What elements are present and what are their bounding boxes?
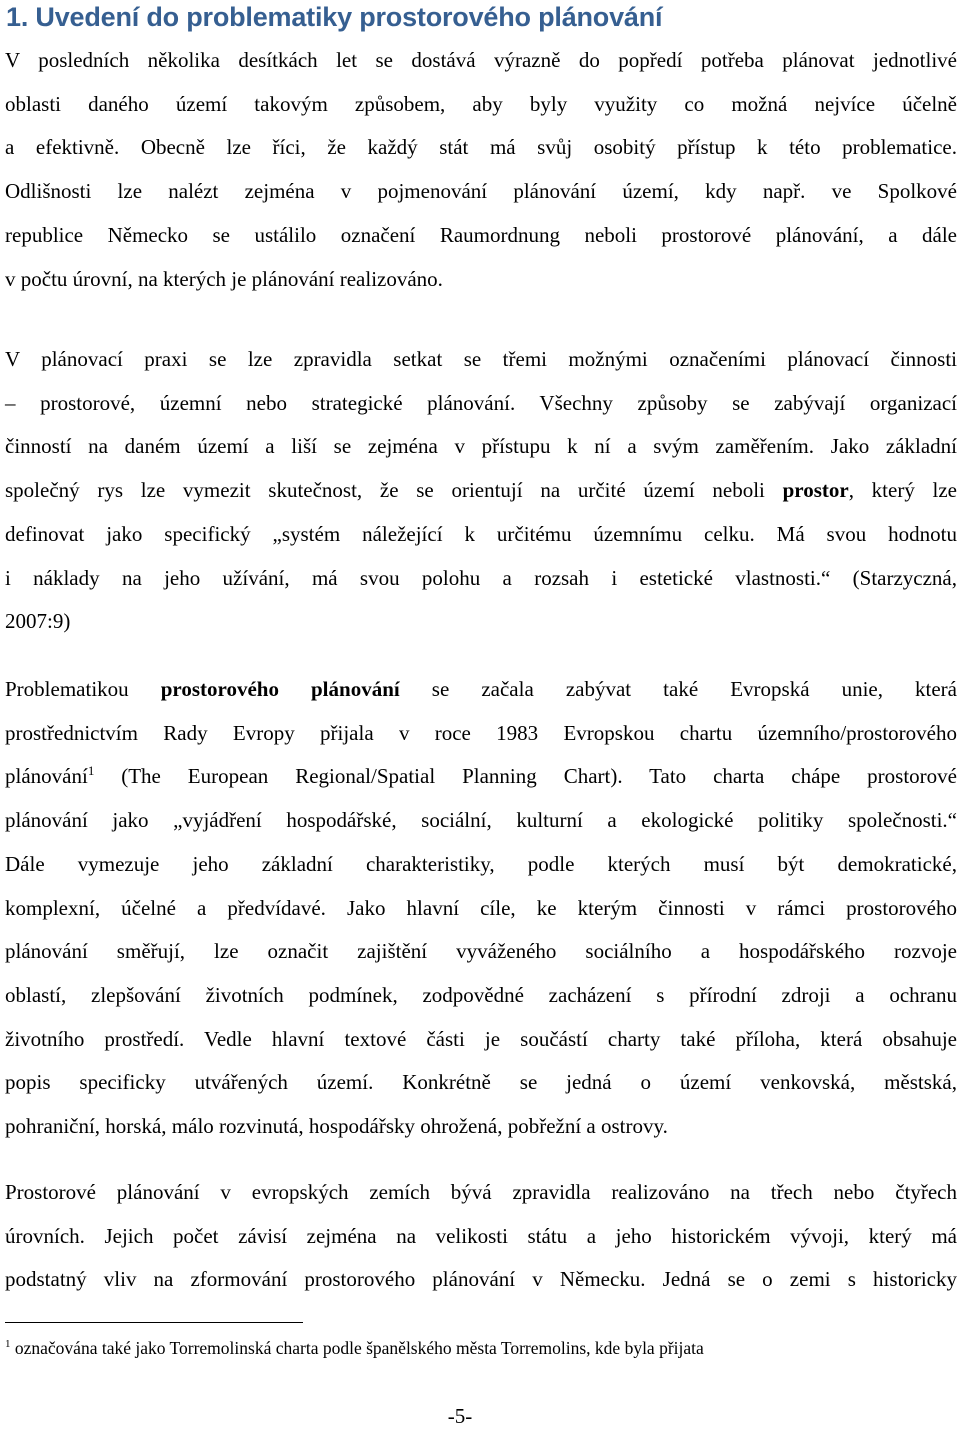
footnote-reference[interactable]: 1 [87, 763, 95, 779]
text-line: společný rys lze vymezit skutečnost, že se orientují na určité území neboli prostor, který lze [5, 478, 957, 503]
bold-term: prostorového plánování [160, 677, 400, 701]
text-line: pohraniční, horská, málo rozvinutá, hospodářsky ohrožená, pobřežní a ostrovy. [5, 1114, 668, 1139]
text-line: plánování$^1$ (The European Regional/Spatial Planning Chart). Tato charta chápe prostorové [5, 763, 957, 789]
text-line: činností na daném území a liší se zejména v přístupu k ní a svým zaměřením. Jako základní [5, 434, 957, 459]
bold-term: prostor [782, 478, 849, 503]
text-line: republice Německo se ustálilo označení Raumordnung neboli prostorové plánování, a dále [5, 222, 957, 247]
text-line: V posledních několika desítkách let se dostává výrazně do popředí potřeba plánovat jednotlivé [5, 48, 957, 72]
text-line: popis specificky utvářených území. Konkrétně se jedná o území venkovská, městská, [5, 1070, 957, 1095]
text-line: plánování jako „vyjádření hospodářské, sociální, kulturní a ekologické politiky společnosti.“ [5, 808, 957, 833]
text-line: Dále vymezuje jeho základní charakteristiky, podle kterých musí být demokratické, [5, 851, 957, 876]
text-line: 2007:9) [5, 609, 71, 634]
text-line: prostřednictvím Rady Evropy přijala v roce 1983 Evropskou chartu územního/prostorového [5, 720, 957, 745]
text-line: Prostorové plánování v evropských zemích bývá zpravidla realizováno na třech nebo čtyřech [5, 1180, 957, 1204]
text-line: Problematikou prostorového plánování se začala zabývat také Evropská unie, která [5, 677, 958, 701]
text-line: podstatný vliv na zformování prostorového plánování v Německu. Jedná se o zemi s historicky [5, 1267, 957, 1292]
footnote [5, 1334, 957, 1362]
text-line: v počtu úrovní, na kterých je plánování realizováno. [5, 266, 443, 291]
text-line: Odlišnosti lze nalézt zejména v pojmenování plánování území, kdy např. ve Spolkové [5, 179, 957, 204]
page-heading: 1. Uvedení do problematiky prostorového plánování [6, 2, 663, 32]
text-line: životního prostředí. Vedle hlavní textové části je součástí charty také příloha, která obsahuje [5, 1026, 957, 1051]
page-number: -5- [447, 1404, 473, 1428]
text-line: komplexní, účelné a předvídavé. Jako hlavní cíle, ke kterým činnosti v rámci prostorového [5, 895, 957, 920]
paragraph-levels [5, 1171, 957, 1302]
text-line: plánování směřují, lze označit zajištění vyváženého sociálního a hospodářského rozvoje [5, 939, 957, 964]
paragraph-planning-practice [5, 338, 957, 644]
text-line: a efektivně. Obecně lze říci, že každý stát má svůj osobitý přístup k této problematice. [5, 135, 957, 160]
text-line: V plánovací praxi se lze zpravidla setkat se třemi možnými označeními plánovací činnosti [5, 347, 957, 371]
text-line: oblasti daného území takovým způsobem, aby byly využity co možná nejvíce účelně [5, 91, 957, 116]
footnote-separator [5, 1322, 303, 1323]
text-line: úrovních. Jejich počet závisí zejména na velikosti státu a jeho historickém vývoji, který má [5, 1223, 957, 1248]
paragraph-european-charter [5, 668, 957, 1149]
footnote-text: označována také jako Torremolinská charta podle španělského města Torremolins, kde byla přijata [10, 1338, 704, 1358]
text-line: i náklady na jeho užívání, má svou polohu a rozsah i estetické vlastnosti.“ (Starzyczná, [5, 565, 957, 590]
footnote-marker: 1 [5, 1338, 11, 1351]
paragraph-intro [5, 39, 957, 301]
text-line: – prostorové, územní nebo strategické plánování. Všechny způsoby se zabývají organizací [5, 390, 957, 415]
text-line: oblastí, zlepšování životních podmínek, zodpovědné zacházení s přírodní zdroji a ochranu [5, 982, 957, 1007]
text-line: definovat jako specifický „systém náležející k určitému územnímu celku. Má svou hodnotu [5, 521, 957, 546]
